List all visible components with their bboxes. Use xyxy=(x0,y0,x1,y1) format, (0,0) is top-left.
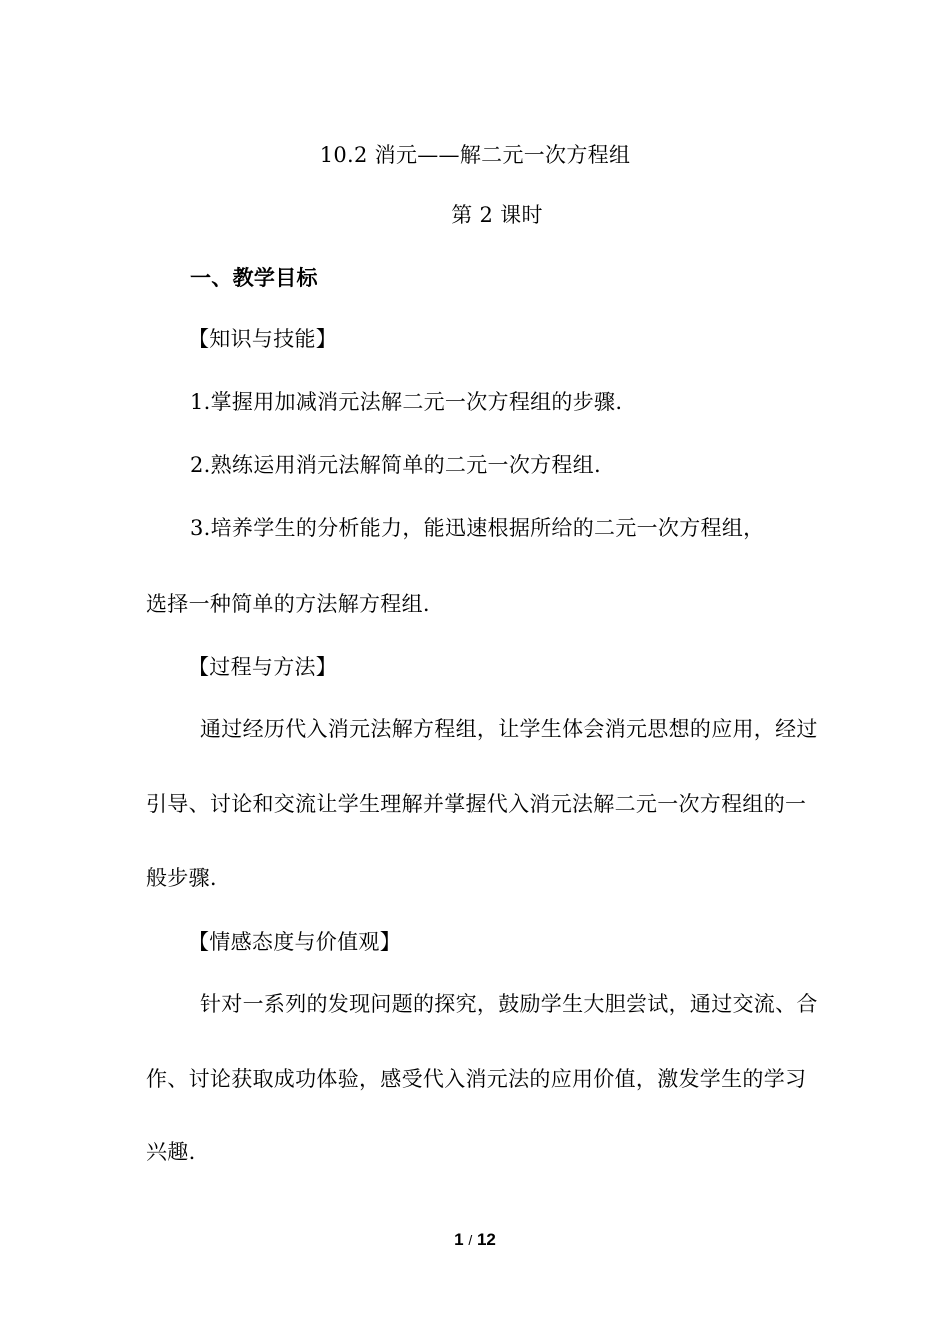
process-paragraph-line-3: 般步骤. xyxy=(146,866,217,890)
emotion-paragraph-line-3: 兴趣. xyxy=(146,1140,196,1164)
page-total: 12 xyxy=(476,1230,496,1249)
page-separator: / xyxy=(468,1232,473,1248)
process-methods-heading: 【过程与方法】 xyxy=(188,655,338,679)
section-heading-teaching-goals: 一、教学目标 xyxy=(190,266,318,290)
document-title: 10.2 消元——解二元一次方程组 xyxy=(319,143,631,167)
page-indicator xyxy=(0,1230,950,1250)
emotion-values-heading: 【情感态度与价值观】 xyxy=(188,930,401,954)
knowledge-item-1: 1.掌握用加减消元法解二元一次方程组的步骤. xyxy=(190,390,623,414)
lesson-number: 第 2 课时 xyxy=(451,203,543,227)
knowledge-item-3-line-2: 选择一种简单的方法解方程组. xyxy=(146,592,430,616)
page-current: 1 xyxy=(454,1230,464,1249)
process-paragraph-line-2: 引导、讨论和交流让学生理解并掌握代入消元法解二元一次方程组的一 xyxy=(146,792,807,816)
knowledge-skills-heading: 【知识与技能】 xyxy=(188,327,338,351)
knowledge-item-2: 2.熟练运用消元法解简单的二元一次方程组. xyxy=(190,453,602,477)
emotion-paragraph-line-2: 作、讨论获取成功体验，感受代入消元法的应用价值，激发学生的学习 xyxy=(146,1067,807,1091)
emotion-paragraph-line-1: 针对一系列的发现问题的探究，鼓励学生大胆尝试，通过交流、合 xyxy=(200,992,818,1016)
process-paragraph-line-1: 通过经历代入消元法解方程组，让学生体会消元思想的应用，经过 xyxy=(200,717,818,741)
knowledge-item-3-line-1: 3.培养学生的分析能力，能迅速根据所给的二元一次方程组， xyxy=(190,516,765,540)
